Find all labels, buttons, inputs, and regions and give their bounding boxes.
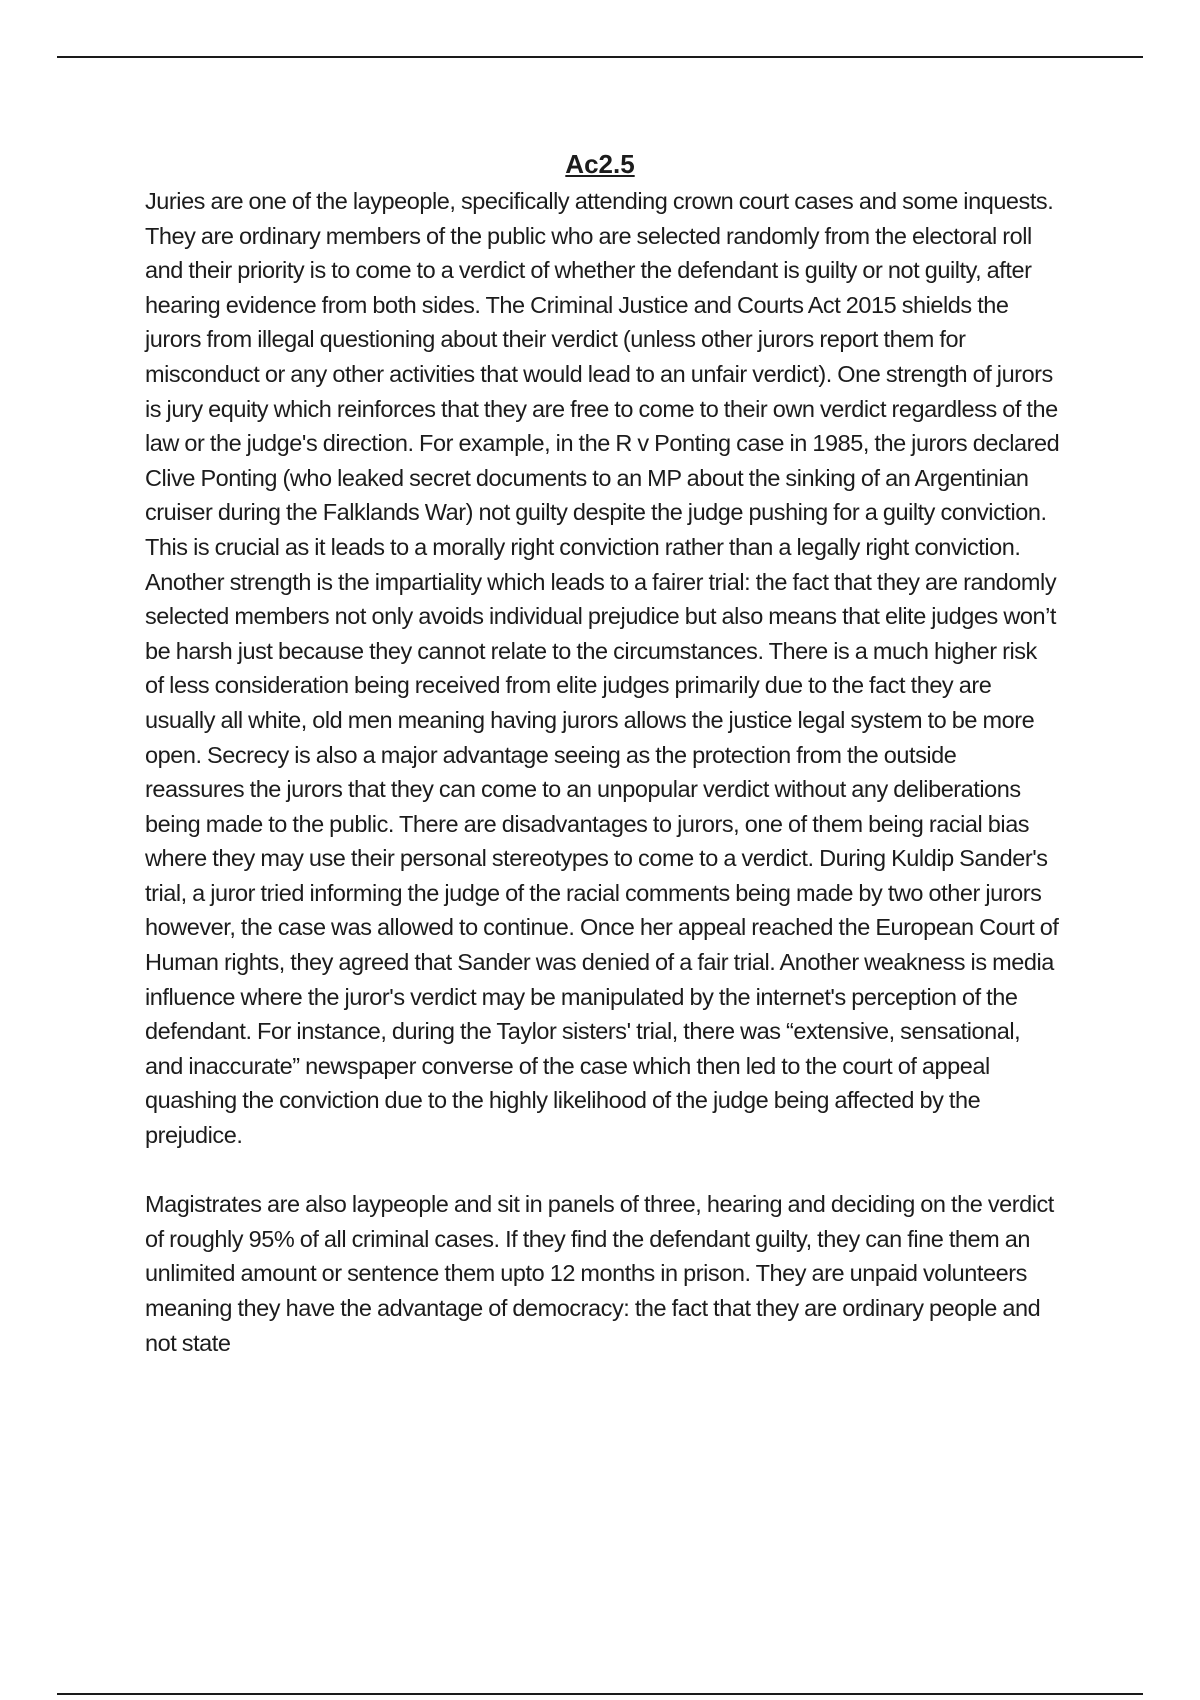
document-body — [145, 184, 1060, 1360]
footer-rule — [57, 1693, 1143, 1695]
document-title: Ac2.5 — [565, 149, 635, 179]
paragraph-juries: Juries are one of the laypeople, specifically attending crown court cases and some inquests. They are ordinary members of the public who are selected randomly from the electoral roll and their priority is to come to a verdict of whether the defendant is guilty or not guilty, after hearing evidence from both sides. The Criminal Justice and Courts Act 2015 shields the jurors from illegal questioning about their verdict (unless other jurors report them for misconduct or any other activities that would lead to an unfair verdict). One strength of jurors is jury equity which reinforces that they are free to come to their own verdict regardless of the law or the judge's direction. For example, in the R v Ponting case in 1985, the jurors declared Clive Ponting (who leaked secret documents to an MP about the sinking of an Argentinian cruiser during the Falklands War) not guilty despite the judge pushing for a guilty conviction. This is crucial as it leads to a morally right conviction rather than a legally right conviction. Another strength is the impartiality which leads to a fairer trial: the fact that they are randomly selected members not only avoids individual prejudice but also means that elite judges won’t be harsh just because they cannot relate to the circumstances. There is a much higher risk of less consideration being received from elite judges primarily due to the fact they are usually all white, old men meaning having jurors allows the justice legal system to be more open. Secrecy is also a major advantage seeing as the protection from the outside reassures the jurors that they can come to an unpopular verdict without any deliberations being made to the public. There are disadvantages to jurors, one of them being racial bias where they may use their personal stereotypes to come to a verdict. During Kuldip Sander's trial, a juror tried informing the judge of the racial comments being made by two other jurors however, the case was allowed to continue. Once her appeal reached the European Court of Human rights, they agreed that Sander was denied of a fair trial. Another weakness is media influence where the juror's verdict may be manipulated by the internet's perception of the defendant. For instance, during the Taylor sisters' trial, there was “extensive, sensational, and inaccurate” newspaper converse of the case which then led to the court of appeal quashing the conviction due to the highly likelihood of the judge being affected by the prejudice. — [145, 188, 1060, 1149]
paragraph-magistrates: Magistrates are also laypeople and sit in panels of three, hearing and deciding on the verdict of roughly 95% of all criminal cases. If they find the defendant guilty, they can fine them an unlimited amount or sentence them upto 12 months in prison. They are unpaid volunteers meaning they have the advantage of democracy: the fact that they are ordinary people and not state — [145, 1191, 1054, 1356]
header-rule — [57, 56, 1143, 58]
